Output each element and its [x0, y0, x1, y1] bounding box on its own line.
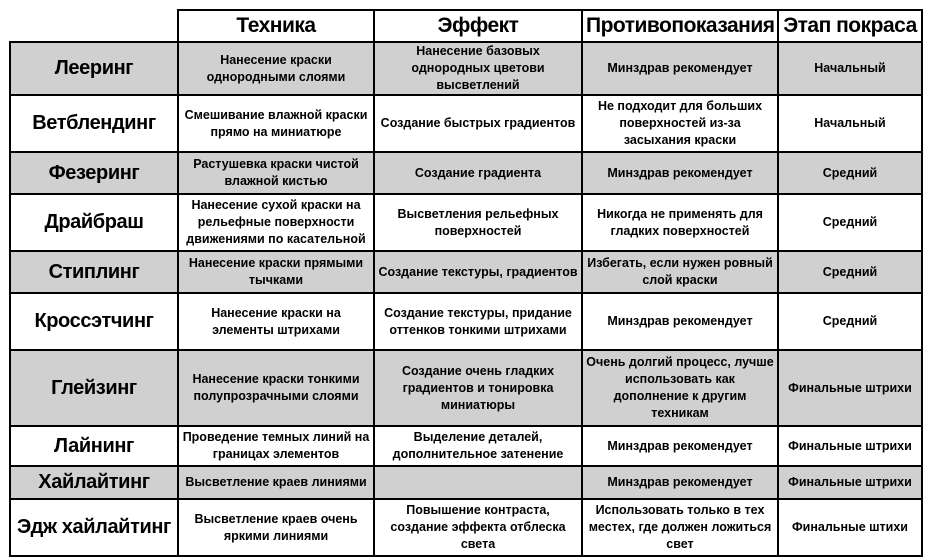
techniques-table-wrapper [9, 9, 923, 557]
technique-name: Драйбраш [10, 194, 178, 251]
technique-name: Эдж хайлайтинг [10, 499, 178, 556]
technique-name: Кроссэтчинг [10, 293, 178, 350]
header-technique: Техника [178, 10, 374, 42]
table-row [10, 293, 922, 350]
contraindication-cell: Минздрав рекомендует [582, 293, 778, 350]
header-stage: Этап покраса [778, 10, 922, 42]
technique-name: Глейзинг [10, 350, 178, 426]
header-row [10, 10, 922, 42]
stage-cell: Финальные штрихи [778, 350, 922, 426]
contraindication-cell: Минздрав рекомендует [582, 426, 778, 466]
table-row [10, 194, 922, 251]
technique-description: Нанесение сухой краски на рельефные поверхности движениями по касательной [178, 194, 374, 251]
technique-description: Нанесение краски однородными слоями [178, 42, 374, 95]
effect-cell: Создание текстуры, градиентов [374, 251, 582, 293]
technique-description: Смешивание влажной краски прямо на миниатюре [178, 95, 374, 152]
effect-cell: Нанесение базовых однородных цветови высветлений [374, 42, 582, 95]
technique-name: Хайлайтинг [10, 466, 178, 499]
effect-cell: Создание градиента [374, 152, 582, 194]
technique-name: Ветблендинг [10, 95, 178, 152]
table-row [10, 499, 922, 556]
stage-cell: Финальные штихи [778, 499, 922, 556]
header-contraindications: Противопоказания [582, 10, 778, 42]
contraindication-cell: Не подходит для больших поверхностей из-за засыхания краски [582, 95, 778, 152]
effect-cell: Создание быстрых градиентов [374, 95, 582, 152]
effect-cell [374, 466, 582, 499]
stage-cell: Средний [778, 293, 922, 350]
table-row [10, 42, 922, 95]
contraindication-cell: Никогда не применять для гладких поверхностей [582, 194, 778, 251]
technique-description: Проведение темных линий на границах элементов [178, 426, 374, 466]
technique-description: Нанесение краски прямыми тычками [178, 251, 374, 293]
technique-name: Лееринг [10, 42, 178, 95]
contraindication-cell: Избегать, если нужен ровный слой краски [582, 251, 778, 293]
stage-cell: Финальные штрихи [778, 426, 922, 466]
effect-cell: Выделение деталей, дополнительное затенение [374, 426, 582, 466]
contraindication-cell: Использовать только в тех местех, где должен ложиться свет [582, 499, 778, 556]
stage-cell: Средний [778, 152, 922, 194]
painting-techniques-table [9, 9, 923, 557]
technique-description: Нанесение краски тонкими полупрозрачными слоями [178, 350, 374, 426]
table-row [10, 350, 922, 426]
table-row [10, 152, 922, 194]
effect-cell: Высветления рельефных поверхностей [374, 194, 582, 251]
contraindication-cell: Очень долгий процесс, лучше использовать как дополнение к другим техникам [582, 350, 778, 426]
table-row [10, 95, 922, 152]
technique-description: Высветление краев линиями [178, 466, 374, 499]
table-row [10, 251, 922, 293]
contraindication-cell: Минздрав рекомендует [582, 466, 778, 499]
effect-cell: Повышение контраста, создание эффекта отблеска света [374, 499, 582, 556]
header-effect: Эффект [374, 10, 582, 42]
table-row [10, 466, 922, 499]
stage-cell: Средний [778, 251, 922, 293]
stage-cell: Финальные штрихи [778, 466, 922, 499]
table-row [10, 426, 922, 466]
stage-cell: Начальный [778, 42, 922, 95]
technique-description: Высветление краев очень яркими линиями [178, 499, 374, 556]
technique-description: Растушевка краски чистой влажной кистью [178, 152, 374, 194]
effect-cell: Создание очень гладких градиентов и тонировка миниатюры [374, 350, 582, 426]
stage-cell: Начальный [778, 95, 922, 152]
contraindication-cell: Минздрав рекомендует [582, 152, 778, 194]
stage-cell: Средний [778, 194, 922, 251]
contraindication-cell: Минздрав рекомендует [582, 42, 778, 95]
effect-cell: Создание текстуры, придание оттенков тонкими штрихами [374, 293, 582, 350]
technique-description: Нанесение краски на элементы штрихами [178, 293, 374, 350]
technique-name: Стиплинг [10, 251, 178, 293]
header-corner [10, 10, 178, 42]
technique-name: Фезеринг [10, 152, 178, 194]
technique-name: Лайнинг [10, 426, 178, 466]
